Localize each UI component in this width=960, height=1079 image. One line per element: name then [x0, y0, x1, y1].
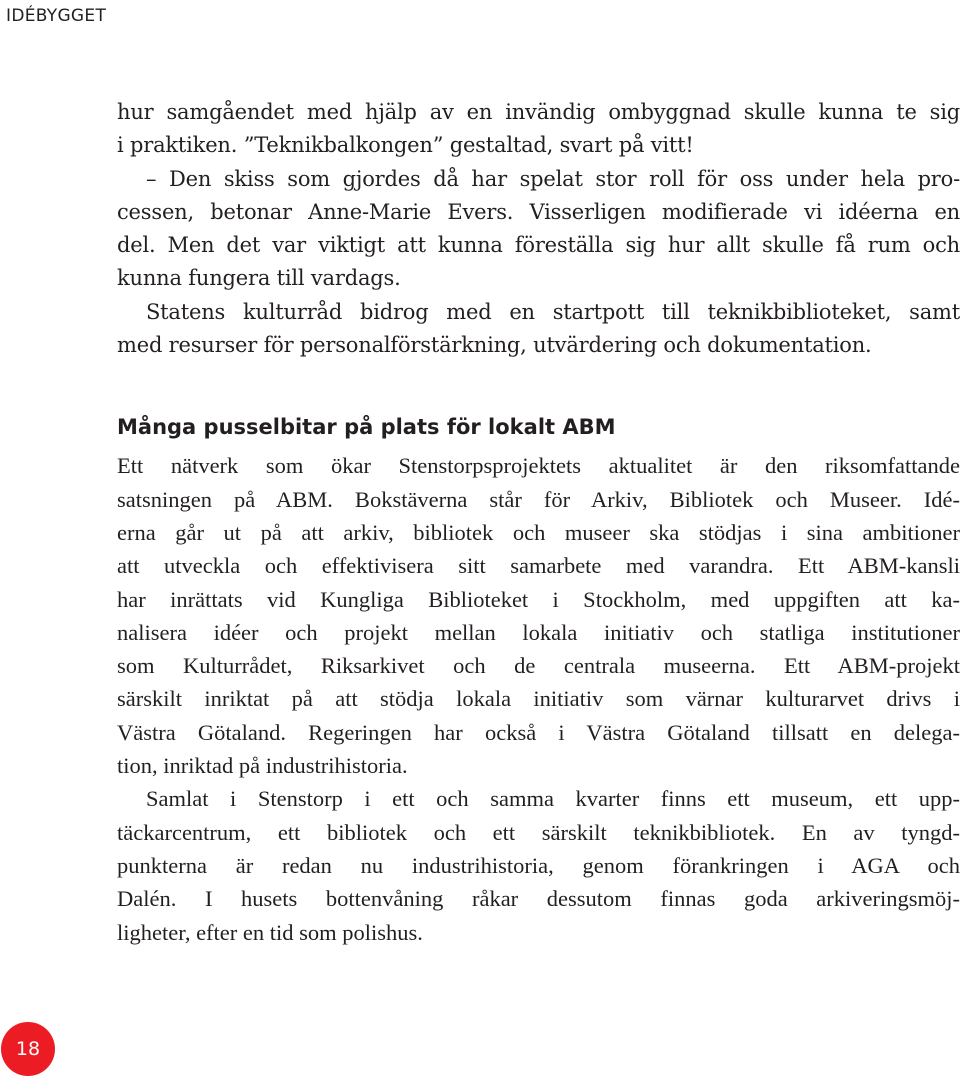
text-line: tion, inriktad på industrihistoria. [117, 753, 408, 779]
text-line: Västra Götaland. Regeringen har också i Västra Götaland tillsatt en delega- [117, 719, 960, 745]
text-line: Dalén. I husets bottenvåning råkar dessutom finnas goda arkiveringsmöj- [117, 886, 960, 912]
text-line: – Den skiss som gjordes då har spelat stor roll för oss under hela pro- [146, 166, 960, 191]
text-line: som Kulturrådet, Riksarkivet och de centrala museerna. Ett ABM-projekt [117, 653, 960, 679]
section-continuation [117, 96, 960, 362]
text-line: med resurser för personalförstärkning, utvärdering och dokumentation. [117, 333, 872, 358]
text-line: satsningen på ABM. Bokstäverna står för Arkiv, Bibliotek och Museer. Idé- [117, 486, 960, 512]
running-head: IDÉBYGGET [6, 6, 107, 26]
text-line: ligheter, efter en tid som polishus. [117, 919, 423, 945]
text-line: Statens kulturråd bidrog med en startpott till teknikbiblioteket, samt [146, 299, 960, 324]
text-line: i praktiken. ”Teknikbalkongen” gestaltad, svart på vitt! [117, 133, 694, 158]
text-line: särskilt inriktat på att stödja lokala initiativ som värnar kulturarvet drivs i [117, 686, 960, 712]
text-line: erna går ut på att arkiv, bibliotek och museer ska stödjas i sina ambitioner [117, 519, 960, 545]
text-line: täckarcentrum, ett bibliotek och ett särskilt teknikbibliotek. En av tyngd- [117, 819, 960, 845]
article-body [117, 96, 960, 949]
section-abm [117, 449, 960, 948]
text-line: Samlat i Stenstorp i ett och samma kvarter finns ett museum, ett upp- [146, 786, 960, 812]
text-line: Ett nätverk som ökar Stenstorpsprojektets aktualitet är den riksomfattande [117, 453, 960, 479]
text-line: hur samgåendet med hjälp av en invändig ombyggnad skulle kunna te sig [117, 100, 960, 124]
text-line: nalisera idéer och projekt mellan lokala initiativ och statliga institutioner [117, 619, 960, 645]
page-number-badge: 18 [1, 1022, 55, 1076]
text-line: punkterna är redan nu industrihistoria, genom förankringen i AGA och [117, 852, 960, 878]
text-line: cessen, betonar Anne-Marie Evers. Visserligen modifierade vi idéerna en [117, 199, 960, 224]
section-heading: Många pusselbitar på plats för lokalt ABM [117, 415, 616, 440]
text-line: att utveckla och effektivisera sitt samarbete med varandra. Ett ABM-kansli [117, 553, 960, 579]
text-line: kunna fungera till vardags. [117, 266, 401, 291]
text-line: del. Men det var viktigt att kunna föreställa sig hur allt skulle få rum och [117, 233, 960, 258]
text-line: har inrättats vid Kungliga Biblioteket i Stockholm, med uppgiften att ka- [117, 586, 960, 612]
